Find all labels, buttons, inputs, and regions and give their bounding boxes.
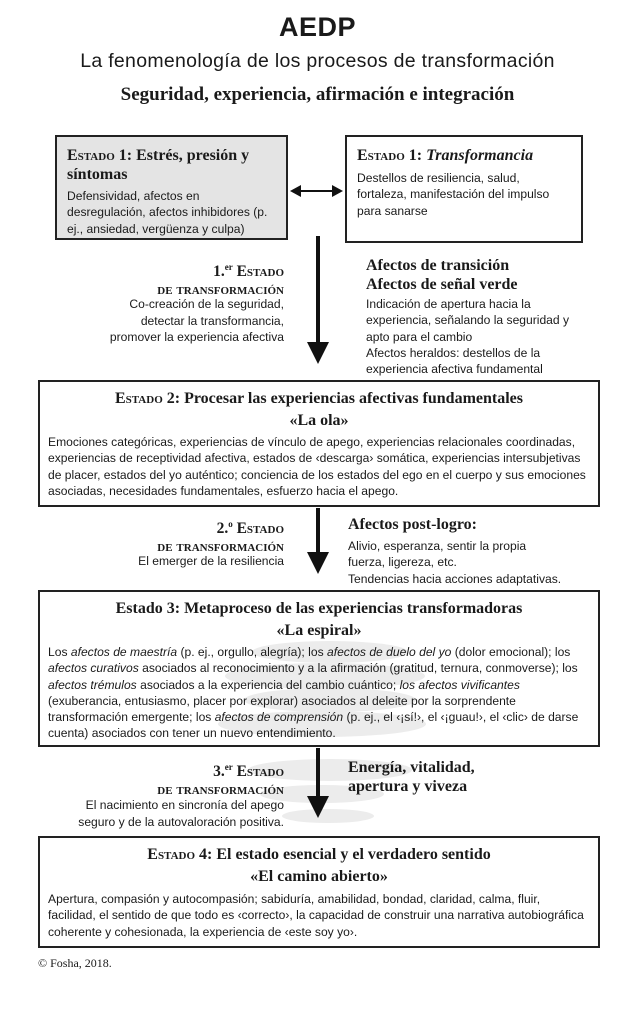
- state-label: Estado 1:: [357, 147, 423, 164]
- down-arrow-icon: [307, 236, 329, 364]
- transition-affects-line1: Afectos de transición: [366, 257, 510, 274]
- ordinal-number: 1.: [213, 263, 225, 281]
- state-name: Transformancia: [426, 147, 534, 164]
- state2-body: Emociones categóricas, experiencias de vínculo de apego, experiencias relacionales coordinadas, experiencias de receptividad afectiva, estados de ‹descarga› somática, experiencias intersubjetivas de placer, estados del yo auténtico; conciencia de los estados del ego en el cuerpo y sus emociones asociadas, necesidades fundamentales, esfuerzo hacia el apego.: [48, 435, 586, 498]
- affect-term: afectos curativos: [48, 661, 139, 676]
- state4-box: [38, 836, 600, 948]
- ordinal-suffix: o: [228, 519, 233, 529]
- post-achievement-affects-text: [348, 538, 562, 587]
- affect-term: afectos de maestría: [70, 645, 178, 659]
- transformation-state-1-text: Co-creación de la seguridad, detectar la transformancia, promover la experiencia afectiva: [109, 297, 284, 344]
- state-label: Estado 1:: [67, 147, 133, 164]
- transformation-label: de transformación: [157, 781, 284, 799]
- ordinal-number: 3.: [213, 763, 225, 781]
- body-text: (dolor emocional); los: [451, 645, 571, 659]
- ordinal-suffix: er: [224, 762, 233, 772]
- copyright-footer: © Fosha, 2018.: [38, 956, 112, 970]
- post-achievement-affects-title: Afectos post-logro:: [348, 516, 478, 533]
- state2-title: [48, 389, 590, 408]
- body-text: asociados al reconocimiento y a la afirmación (gratitud, ternura, conmoverse); los: [138, 661, 578, 676]
- post-achievement-affects-text1: Alivio, esperanza, sentir la propia fuerza, ligereza, etc.: [348, 539, 527, 570]
- transformation-state-3-text: El nacimiento en sincronía del apego seguro y de la autovaloración positiva.: [78, 798, 284, 829]
- state2-box: [38, 380, 600, 507]
- transition-affects-title: [366, 256, 596, 294]
- state3-box: [38, 590, 600, 747]
- state3-title: Estado 3: Metaproceso de las experiencias transformadoras: [115, 600, 523, 617]
- state1-stress-body: Defensividad, afectos en desregulación, afectos inhibidores (p. ej., ansiedad, vergüenza y culpa): [67, 189, 268, 236]
- body-text: (exuberancia, entusiasmo, placer por explorar) asociados al deleite por la sorprendente transformación emergente; los: [48, 693, 516, 725]
- energy-vitality-line2: apertura y viveza: [348, 778, 468, 795]
- post-achievement-affects-text2: Tendencias hacia acciones adaptativas.: [348, 571, 562, 586]
- affect-term: afectos de duelo del yo: [326, 645, 452, 659]
- page-title: AEDP: [278, 12, 356, 42]
- state-name: El estado esencial y el verdadero sentido: [216, 846, 491, 863]
- down-arrow-icon: [307, 508, 329, 574]
- state-label: Estado 4:: [147, 846, 213, 863]
- transformation-state-2-title: [90, 515, 284, 556]
- ordinal-word: Estado: [236, 520, 284, 538]
- page-subtitle: La fenomenología de los procesos de transformación: [80, 50, 555, 72]
- state1-stress-box: [55, 135, 288, 240]
- body-text: asociados a la experiencia del cambio cuántico;: [136, 677, 400, 692]
- body-text: Los: [48, 645, 71, 659]
- affect-term: afectos de comprensión: [214, 710, 344, 725]
- state4-body: Apertura, compasión y autocompasión; sabiduría, amabilidad, bondad, claridad, calma, fluir, facilidad, el sentido de que todo es ‹correcto›, la capacidad de construir una narrativa autobiográfica coherente y cohesionada, la experiencia de ‹este soy yo›.: [48, 892, 584, 939]
- state1-transformance-body: Destellos de resiliencia, salud, fortaleza, manifestación del impulso para sanarse: [357, 171, 550, 218]
- ordinal-word: Estado: [236, 263, 284, 281]
- state1-stress-title: [67, 146, 276, 184]
- down-arrow-icon: [307, 748, 329, 818]
- state4-subtitle: «El camino abierto»: [250, 868, 388, 885]
- transformation-label: de transformación: [157, 281, 284, 299]
- state4-title: [48, 845, 590, 864]
- body-text: (p. ej., el ‹¡sí!›, el ‹¡guau!›, el ‹clic› de darse cuenta) asociados con tener un nuevo entendimiento.: [48, 710, 579, 741]
- transformation-state-3-title: [90, 758, 284, 799]
- affect-term: afectos trémulos: [48, 677, 137, 692]
- transition-affects-text1: Indicación de apertura hacia la experiencia, señalando la seguridad y apto para el cambio: [366, 297, 570, 344]
- body-text: (p. ej., orgullo, alegría); los: [177, 645, 327, 659]
- energy-vitality-line1: Energía, vitalidad,: [348, 759, 475, 776]
- ordinal-suffix: er: [224, 262, 233, 272]
- state-name: Procesar las experiencias afectivas fundamentales: [184, 390, 523, 407]
- transformation-state-1-title: [90, 258, 284, 299]
- page-subheading: Seguridad, experiencia, afirmación e integración: [120, 84, 515, 105]
- state3-subtitle: «La espiral»: [276, 622, 362, 639]
- transition-affects-line2: Afectos de señal verde: [366, 276, 518, 293]
- ordinal-number: 2.: [216, 520, 229, 538]
- state1-transformance-title: [357, 146, 571, 165]
- state1-transformance-box: [345, 135, 583, 243]
- state3-body: [48, 644, 590, 742]
- state-label: Estado 2:: [115, 390, 181, 407]
- state-name: Estrés, presión y síntomas: [67, 147, 250, 183]
- state2-subtitle: «La ola»: [289, 412, 349, 429]
- transition-affects-text2: Afectos heraldos: destellos de la experiencia afectiva fundamental: [366, 345, 543, 377]
- energy-vitality-title: [348, 758, 588, 796]
- affect-term: los afectos vivificantes: [399, 677, 520, 692]
- ordinal-word: Estado: [236, 763, 284, 781]
- transformation-label: de transformación: [157, 538, 284, 556]
- transition-affects-text: [366, 296, 580, 377]
- transformation-state-2-text: El emerger de la resiliencia: [138, 554, 284, 568]
- double-arrow-icon: [290, 185, 343, 197]
